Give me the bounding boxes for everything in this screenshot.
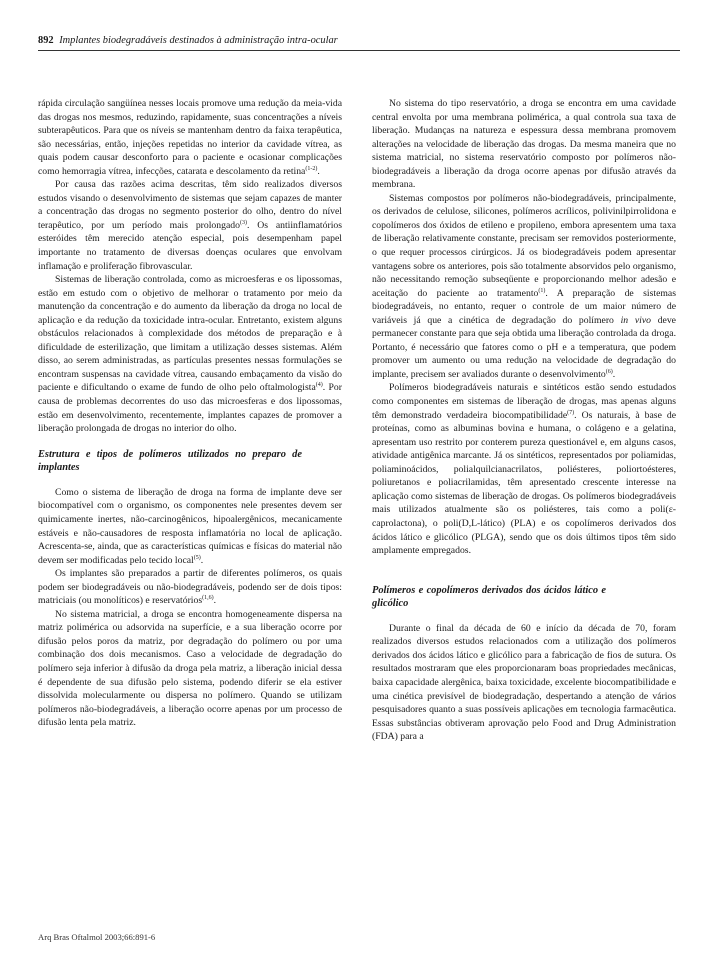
right-column	[372, 97, 676, 744]
paragraph: rápida circulação sangüínea nesses locais promove uma redução da meia-vida das drogas nos mesmos, reduzindo, rapidamente, suas concentrações a níveis subterapêuticos. Para que os níveis se mantenham dentro da faixa terapêutica, são necessárias, então, injeções repetidas no interior da cavidade vítrea, as quais podem causar desconforto para o paciente e ocasionar complicações como hemorragia vítrea, infecções, catarata e descolamento da retina$^{(1-2)}$.	[38, 98, 342, 177]
paragraph: No sistema matricial, a droga se encontra homogeneamente dispersa na matriz polimérica ou adsorvida na superfície, e a sua liberação ocorre por difusão pelos poros da matriz, por degradação do polímero ou por uma combinação dos dois mecanismos. Caso a velocidade de degradação do polímero seja inferior à difusão da droga pela matriz, a liberação inicial dessa é dependente de sua difusão pelo sistema, podendo diferir se ela estiver dissolvida molecularmente ou dispersa no polímero. Quando se utilizam polímeros não-biodegradáveis, a liberação ocorre apenas por um processo de difusão lenta pela matriz.	[38, 608, 342, 729]
paragraph: No sistema do tipo reservatório, a droga se encontra em uma cavidade central envolta por uma membrana polimérica, a qual controla sua taxa de liberação. Mudanças na natureza e espessura dessa membrana promovem alterações na velocidade de liberação das drogas. Da mesma maneira que no sistema matricial, no sistema reservatório composto por polímeros não-biodegradáveis a liberação da droga ocorre apenas por difusão através da membrana.	[372, 98, 676, 191]
section-heading: Polímeros e copolímeros derivados dos ácidos lático e glicólico	[372, 584, 606, 610]
left-column	[38, 97, 342, 730]
paragraph: Durante o final da década de 60 e início da década de 70, foram realizados diversos estudos relacionados com a utilização dos polímeros derivados dos ácidos lático e glicólico para a fabricação de fios de sutura. Os resultados mostraram que eles proporcionaram boas propriedades mecânicas, baixa capacidade alergênica, baixa toxicidade, excelente biocompatibilidade e uma cinética previsível de biodegradação, despertando a atenção de vários pesquisadores quanto a suas possíveis aplicações em tecnologia farmacêutica. Essas substâncias obtiveram aprovação pelo Food and Drug Administration (FDA) para a	[372, 622, 676, 743]
paragraph: Polímeros biodegradáveis naturais e sintéticos estão sendo estudados como componentes em sistemas de liberação de drogas, mas apenas alguns têm demonstrado verdadeira biocompatibilidade$^{(7)}$. Os naturais, à base de proteínas, como as albuminas bovina e humana, o colágeno e a gelatina, apresentam uso restrito por conterem pureza questionável e, em alguns casos, atividade antigênica marcante. Já os sintéticos, representados por poliamidas, poliaminoácidos, polialquilcianacrilatos, poliésteres, poliortoésteres, poliuretanos e poliacrilamidas, têm apresentado crescente interesse na aplicação como sistemas de liberação de drogas. Os polímeros biodegradáveis mais utilizados atualmente são os poliésteres, tais como a poli(ε-caprolactona), o poli(D,L-lático) (PLA) e os copolímeros derivados dos ácidos lático e glicólico (PLGA), sendo que os dois últimos tipos têm sido amplamente empregados.	[372, 382, 676, 557]
paragraph: Sistemas compostos por polímeros não-biodegradáveis, principalmente, os derivados de celulose, silicones, polímeros acrílicos, polivinilpirrolidona e copolímeros dos óxidos de etileno e propileno, embora apresentem uma taxa de liberação relativamente constante, precisam ser removidos posteriormente, o que requer processos cirúrgicos. Já os biodegradáveis podem apresentar vantagens sobre os anteriores, pois são totalmente absorvidos pelo organismo, não necessitando remoção subseqüente e proporcionando melhor adesão e aceitação do paciente ao tratamento$^{(1)}$. A preparação de sistemas biodegradáveis, no entanto, requer o controle de um maior número de variáveis já que a cinética de degradação do polímero in vivo deve permanecer constante para que seja obtida uma liberação controlada da droga. Portanto, é necessário que fatores como o pH e a temperatura, que podem promover um aumento ou uma redução na velocidade de degradação do implante, precisem ser avaliados durante o desenvolvimento$^{(6)}$.	[372, 192, 676, 380]
journal-footer: Arq Bras Oftalmol 2003;66:891-6	[38, 932, 156, 942]
paragraph: Sistemas de liberação controlada, como as microesferas e os lipossomas, estão em estudo com o objetivo de melhorar o tratamento por meio da manutenção da concentração e do aumento da liberação da droga no local de aplicação e da redução da toxicidade intra-ocular. Entretanto, existem alguns obstáculos relacionados à complexidade dos métodos de preparação e à dificuldade de esterilização, que limitam a utilização desses sistemas. Além disso, ao serem administradas, as partículas presentes nessas formulações se encontram suspensas na cavidade vítrea, causando embaçamento da visão do paciente e dificultando o exame de fundo de olho pelo oftalmologista$^{(4)}$. Por causa de problemas decorrentes do uso das microesferas e dos lipossomas, estão em desenvolvimento, recentemente, implantes capazes de promover a liberação prolongada de drogas no interior do olho.	[38, 274, 342, 435]
running-header	[38, 35, 678, 46]
section-heading: Estrutura e tipos de polímeros utilizados no preparo de implantes	[38, 448, 302, 474]
paragraph: Os implantes são preparados a partir de diferentes polímeros, os quais podem ser biodegradáveis ou não-biodegradáveis, podendo ser de dois tipos: matriciais (ou monolíticos) e reservatórios$^{(1,6)}$.	[38, 568, 342, 607]
running-title: Implantes biodegradáveis destinados à administração intra-ocular	[59, 35, 338, 46]
paragraph: Por causa das razões acima descritas, têm sido realizados diversos estudos visando o desenvolvimento de sistemas que sejam capazes de manter a concentração das drogas no segmento posterior do olho, dentro do nível terapêutico, por um período mais prolongado$^{(3)}$. Os antiinflamatórios esteróides têm merecido atenção especial, pois desempenham papel importante no tratamento de diversas doenças oculares que envolvam inflamação e proliferação fibrovascular.	[38, 179, 342, 272]
paragraph: Como o sistema de liberação de droga na forma de implante deve ser biocompatível com o organismo, os componentes nele presentes devem ser quimicamente inertes, não-carcinogênicos, hipoalergênicos, mecanicamente estáveis e não-causadores de resposta inflamatória no local de aplicação. Acrescenta-se, ainda, que as características químicas e físicas do material não devem ser modificadas pelo tecido local$^{(5)}$.	[38, 486, 342, 566]
page-number: 892	[38, 35, 54, 46]
header-rule	[38, 50, 680, 51]
